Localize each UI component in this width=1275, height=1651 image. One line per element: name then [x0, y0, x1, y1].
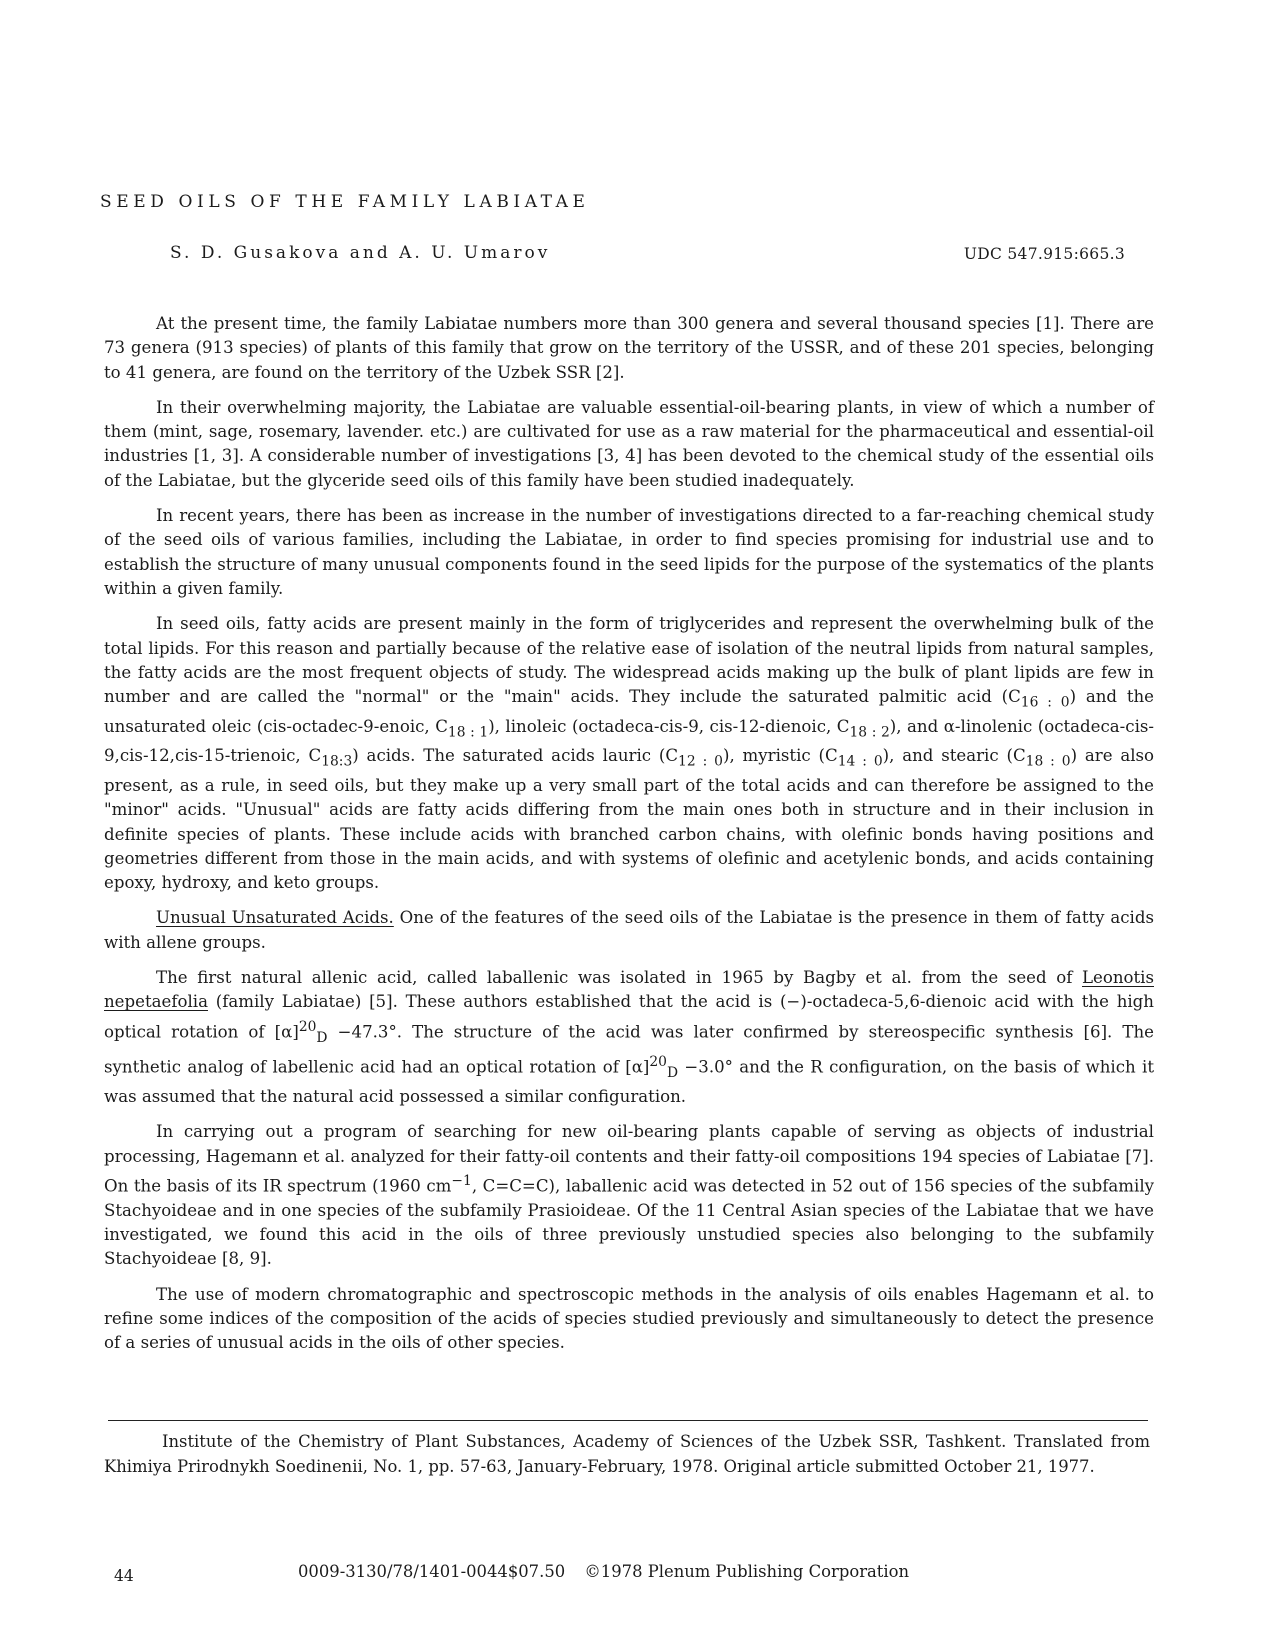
text-run: , C=C=C), laballenic acid was detected in 52 out of 156 species of the subfamily Stachyoideae and in one species of the subfamily Prasioideae. Of the 11 Central Asian species of the Labiatae that we have investigated, we found this acid in the oils of three previously unstudied species also belonging to the subfamily Stachyoideae [8, 9]. — [104, 1176, 1155, 1269]
footnote — [104, 1430, 1150, 1479]
udc-code: UDC 547.915:665.3 — [963, 245, 1125, 263]
formula-c16-subscript: 16 : 0 — [1020, 694, 1070, 711]
formula-c12: C — [665, 746, 679, 766]
formula-c12-subscript: 12 : 0 — [678, 753, 723, 770]
copyright-notice: ©1978 Plenum Publishing Corporation — [584, 1562, 910, 1581]
publication-line — [298, 1562, 923, 1581]
footnote-text: Institute of the Chemistry of Plant Substances, Academy of Sciences of the Uzbek SSR, Tashkent. Translated from Khimiya Prirodnykh Soedinenii, No. 1, pp. 57-63, January-February, 1978. Original article submitted October 21, 1977. — [104, 1432, 1150, 1476]
formula-c14-subscript: 14 : 0 — [837, 753, 883, 770]
text-run: −3.0° and the R configuration, on the basis of which it was assumed that the natural acid possessed a similar configuration. — [104, 1057, 1154, 1106]
rotation-superscript: 20 — [649, 1053, 667, 1070]
formula-c18-2: C — [836, 716, 850, 736]
text-run: ), and α-linolenic (octadeca-cis-9,cis-12,cis-15-trienoic, — [104, 716, 1155, 766]
paragraph-5 — [104, 906, 1154, 955]
paragraph-3: In recent years, there has been as increase in the number of investigations directed to a far-reaching chemical study of the seed oils of various families, including the Labiatae, in order to find species promising for industrial use and to establish the structure of many unusual components found in the seed lipids for the purpose of the systematics of the plants within a given family. — [104, 506, 1154, 598]
formula-c18-1: C — [435, 716, 448, 736]
genus-name: Leonotis — [1082, 968, 1154, 988]
paragraph-8: The use of modern chromatographic and spectroscopic methods in the analysis of oils enables Hagemann et al. to refine some indices of the composition of the acids of species studied previously and simultaneously to detect the presence of a series of unusual acids in the oils of other species. — [104, 1284, 1154, 1353]
text-run: −47.3°. The structure of the acid was later confirmed by stereospecific synthesis [6]. The synthetic analog of labellenic acid had an optical rotation of [α] — [104, 1022, 1155, 1077]
rotation-subscript: D — [666, 1064, 679, 1081]
page-number: 44 — [114, 1567, 134, 1585]
text-run: ) acids. The saturated acids lauric ( — [352, 746, 666, 766]
formula-c14: C — [824, 746, 838, 766]
formula-c18-2-subscript: 18 : 2 — [849, 724, 890, 741]
section-heading: Unusual Unsaturated Acids. — [156, 908, 394, 928]
text-run: ), myristic ( — [722, 746, 825, 766]
article-title: SEED OILS OF THE FAMILY LABIATAE — [100, 192, 590, 212]
paragraph-2: In their overwhelming majority, the Labiatae are valuable essential-oil-bearing plants, in view of which a number of them (mint, sage, rosemary, lavender. etc.) are cultivated for use as a raw material for the pharmaceutical and essential-oil industries [1, 3]. A considerable number of investigations [3, 4] has been devoted to the chemical study of the essential oils of the Labiatae, but the glyceride seed oils of this family have been studied inadequately. — [104, 397, 1154, 490]
text-run: ) and the unsaturated oleic (cis-octadec-9-enoic, — [104, 687, 1155, 736]
formula-c18-3: C — [308, 746, 322, 766]
unit-exponent: −1 — [451, 1172, 472, 1189]
formula-c18-1-subscript: 18 : 1 — [447, 724, 489, 741]
article-code: 0009-3130/78/1401-0044$07.50 — [298, 1562, 566, 1581]
rotation-subscript: D — [316, 1029, 328, 1046]
article-body — [104, 312, 1154, 1366]
rotation-superscript: 20 — [298, 1018, 317, 1035]
paragraph-7 — [104, 1120, 1154, 1271]
formula-c18-0-subscript: 18 : 0 — [1025, 753, 1071, 770]
text-run: One of the features of the seed oils of the Labiatae is the presence in them of fatty acids with allene groups. — [104, 908, 1154, 952]
text-run: In seed oils, fatty acids are present mainly in the form of triglycerides and represent the overwhelming bulk of the total lipids. For this reason and partially because of the relative ease of isolation of the neutral lipids from natural samples, the fatty acids are the most frequent objects of study. The widespread acids making up the bulk of plant lipids are few in number and are called the "normal" or the "main" acids. They include the saturated palmitic acid ( — [104, 614, 1154, 707]
text-run: The first natural allenic acid, called laballenic was isolated in 1965 by Bagby et al. from the seed of — [156, 968, 1082, 988]
species-name: nepetaefolia — [104, 992, 208, 1012]
formula-c16: C — [1008, 687, 1021, 707]
text-run: ), linoleic (octadeca-cis-9, cis-12-dienoic, — [488, 716, 837, 736]
article-authors: S. D. Gusakova and A. U. Umarov — [170, 243, 551, 263]
formula-c18-0: C — [1012, 746, 1026, 766]
text-run: In carrying out a program of searching for new oil-bearing plants capable of serving as objects of industrial processing, Hagemann et al. analyzed for their fatty-oil contents and their fatty-oil compositions 194 species of Labiatae [7]. On the basis of its IR spectrum (1960 cm — [104, 1122, 1154, 1196]
formula-c18-3-subscript: 18:3 — [321, 753, 353, 770]
footnote-divider — [108, 1420, 1148, 1421]
text-run: ) are also present, as a rule, in seed oils, but they make up a very small part of the total acids and can therefore be assigned to the "minor" acids. "Unusual" acids are fatty acids differing from the main ones both in structure and in their inclusion in definite species of plants. These include acids with branched carbon chains, with olefinic bonds having positions and geometries different from those in the main acids, and with systems of olefinic and acetylenic bonds, and acids containing epoxy, hydroxy, and keto groups. — [104, 746, 1155, 893]
text-run: (family Labiatae) [5]. These authors established that the acid is (−)-octadeca-5,6-dienoic acid with the high optical rotation of [α] — [104, 992, 1154, 1042]
paragraph-1: At the present time, the family Labiatae numbers more than 300 genera and several thousand species [1]. There are 73 genera (913 species) of plants of this family that grow on the territory of the USSR, and of these 201 species, belonging to 41 genera, are found on the territory of the Uzbek SSR [2]. — [104, 314, 1154, 382]
paragraph-6 — [104, 966, 1154, 1109]
text-run: ), and stearic ( — [882, 746, 1013, 766]
paragraph-4 — [104, 612, 1154, 895]
